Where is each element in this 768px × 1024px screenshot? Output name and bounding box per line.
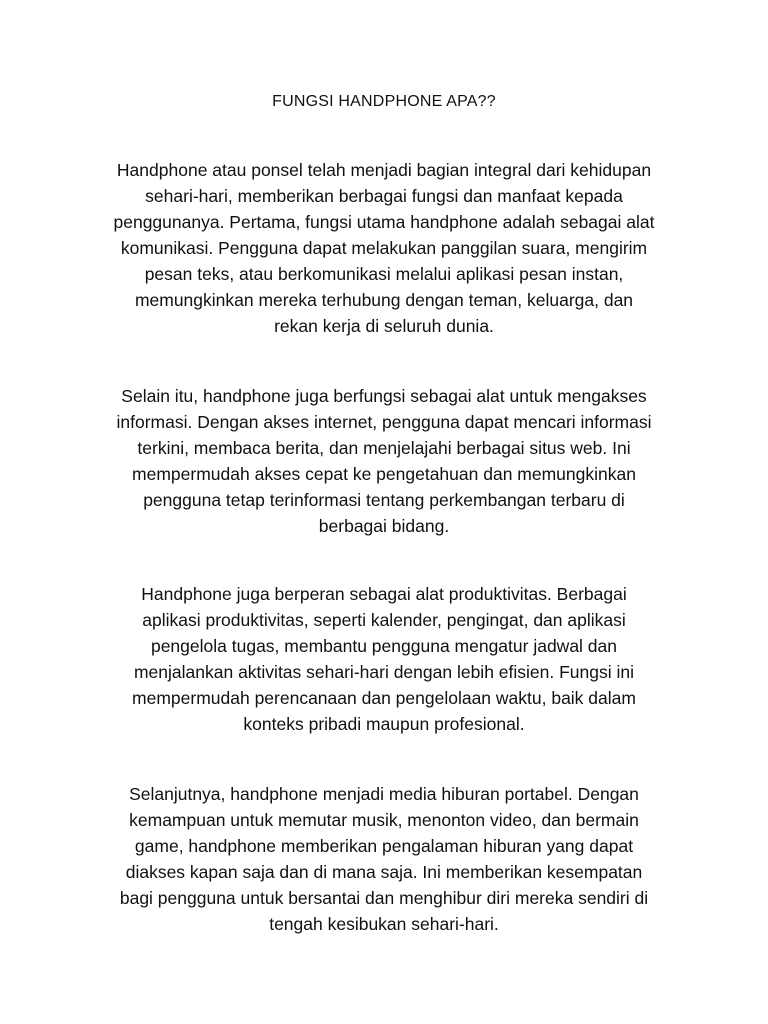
paragraph-line: Handphone atau ponsel telah menjadi bagian integral dari kehidupan <box>116 160 652 180</box>
paragraph-line: terkini, membaca berita, dan menjelajahi berbagai situs web. Ini <box>137 438 631 458</box>
paragraph-line: menjalankan aktivitas sehari-hari dengan lebih efisien. Fungsi ini <box>133 662 634 682</box>
paragraph-productivity <box>90 581 678 737</box>
paragraph-line: sehari-hari, memberikan berbagai fungsi dan manfaat kepada <box>145 186 623 206</box>
paragraph-line: konteks pribadi maupun profesional. <box>243 714 525 734</box>
paragraph-line: berbagai bidang. <box>318 516 450 536</box>
paragraph-information <box>90 383 678 539</box>
paragraph-line: diakses kapan saja dan di mana saja. Ini memberikan kesempatan <box>125 862 643 882</box>
paragraph-line: game, handphone memberikan pengalaman hiburan yang dapat <box>134 836 634 856</box>
paragraph-line: bagi pengguna untuk bersantai dan menghibur diri mereka sendiri di <box>119 888 649 908</box>
paragraph-line: Selain itu, handphone juga berfungsi sebagai alat untuk mengakses <box>121 386 647 406</box>
paragraph-line: mempermudah perencanaan dan pengelolaan waktu, baik dalam <box>132 688 636 708</box>
paragraph-entertainment <box>90 781 678 937</box>
paragraph-line: informasi. Dengan akses internet, pengguna dapat mencari informasi <box>116 412 652 432</box>
paragraph-line: memungkinkan mereka terhubung dengan teman, keluarga, dan <box>134 290 634 310</box>
paragraph-line: pesan teks, atau berkomunikasi melalui aplikasi pesan instan, <box>144 264 624 284</box>
paragraph-line: Selanjutnya, handphone menjadi media hiburan portabel. Dengan <box>129 784 639 804</box>
paragraph-line: rekan kerja di seluruh dunia. <box>274 316 494 336</box>
paragraph-line: penggunanya. Pertama, fungsi utama handphone adalah sebagai alat <box>113 212 655 232</box>
paragraph-line: pengguna tetap terinformasi tentang perkembangan terbaru di <box>143 490 625 510</box>
paragraph-line: aplikasi produktivitas, seperti kalender, pengingat, dan aplikasi <box>142 610 626 630</box>
paragraph-line: kemampuan untuk memutar musik, menonton video, dan bermain <box>129 810 639 830</box>
paragraph-line: tengah kesibukan sehari-hari. <box>269 914 499 934</box>
paragraph-line: mempermudah akses cepat ke pengetahuan dan memungkinkan <box>132 464 636 484</box>
document-title: FUNGSI HANDPHONE APA?? <box>272 93 496 110</box>
paragraph-line: Handphone juga berperan sebagai alat produktivitas. Berbagai <box>141 584 627 604</box>
paragraph-line: komunikasi. Pengguna dapat melakukan panggilan suara, mengirim <box>120 238 648 258</box>
paragraph-communication <box>90 157 678 339</box>
paragraph-line: pengelola tugas, membantu pengguna mengatur jadwal dan <box>150 636 618 656</box>
